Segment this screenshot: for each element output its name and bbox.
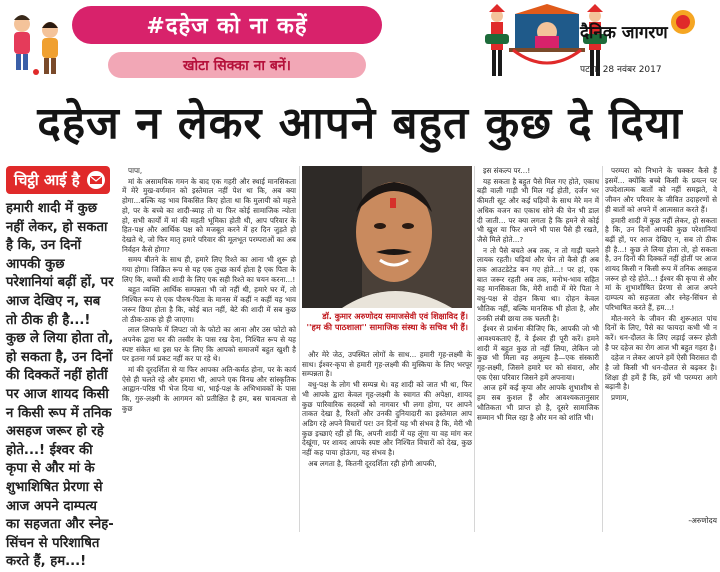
children-illustration [6, 10, 70, 80]
body-column-4 [605, 166, 717, 514]
col1-para: पापा, [128, 166, 143, 175]
col4-para: परम्परा को निभाने के चक्कर कैसे हैं इसमें... क्योंकि बच्चे किसी के प्रयत्न पर उपदेशात्मक बातों को नहीं समझते, वे जीवन और परिवार के जीवित उदाहरणों से ही बातों को अपने में आत्मसात करते हैं। [605, 166, 717, 214]
col4-para: प्रणाम, [611, 393, 629, 403]
campaign-title: #दहेज को ना कहें [146, 14, 308, 39]
col4-para: दहेज न लेकर आपने हमें ऐसी विरासत दी है जो किसी भी धन-दौलत से बढ़कर है। शिक्षा ही हमें हैं कि, हमें भी परम्परा आगे बढ़ानी है। [605, 353, 717, 392]
letter-icon [86, 170, 106, 190]
dateline: पटना, 28 नवंबर 2017 [580, 65, 662, 75]
column-divider [299, 166, 300, 532]
campaign-title-pill [72, 6, 382, 44]
col1-para: लाल लिफाफे में लिपटा जो के फोटो का आना और उस फोटो को अपनेक द्वारा घर की तस्वीर के पास रख देना, निश्चित रूप से यह स्पष्ट संकेत था इस घर के लिए कि आपको समाजमें बहुत खुशी है पर इतना गर्व प्रकट नहीं कर पा रहे थे। [122, 325, 296, 364]
campaign-subtitle: खोटा सिक्का ना बनें। [183, 57, 291, 74]
col2-para: अब लगता है, कितनी दूरदर्शिता रही होगी आपकी, [308, 458, 437, 468]
body-column-1 [122, 166, 296, 532]
author-signature: -अरुणोदय [688, 516, 717, 525]
col1-para: बहुत व्यक्ति आर्थिक सम्पन्नता भी जो नहीं थी, हमारे घर में, तो निश्चित रूप से एक पौरुष-पिता के मानस में कहीं न कहीं यह भाव जरूर छिपा होता है कि, कोई बात नहीं, बेटे की शादी में सब कुछ तो ठीक-ठाक हो ही जाएगा। [122, 285, 296, 324]
col3-para: आज हमें कई कृपा और आपके शुभाशीष से हम सब कुशल हैं और आवश्यकतानुसार भौतिकता भी प्राप्त हो है, दूसरे सामाजिक सम्मान भी मिल रहा है और मन को शांति भी। [477, 383, 599, 422]
photo-caption: डॉ. कुमार अरुणोदय समाजसेवी एवं शिक्षाविद हैं। ''हम की पाठशाला'' सामाजिक संस्था के सचिव भी हैं। [302, 308, 472, 348]
col3-para: ईश्वर से प्रार्थना कीजिए कि, आपकी जो भी आवश्यकताएं हैं, वे ईश्वर ही पूरी करें। हमने शादी में बहुत कुछ तो नहीं लिया, लेकिन जो कुछ भी मिला वह अमूल्य है—एक संस्कारी गृह-लक्ष्मी, जिसने हमारे घर को संवारा, और एक ऐसा परिवार जिसने हमें अपनाया। [477, 324, 599, 382]
article-headline: दहेज न लेकर आपने बहुत कुछ दे दिया [37, 98, 683, 149]
campaign-subtitle-pill [108, 52, 366, 78]
column-tag-label: चिट्ठी आई है [14, 171, 80, 189]
col4-para: मौत-मरने के जीवन की शुरूआत पांच दिनों के लिए, पैसे का फायदा कभी भी न करें। धन-दौलत के लिए लड़ाई जरूर होती है पर दहेज का रोग आज भी बहुत गहरा है। [605, 313, 717, 352]
newspaper-brand: दैनिक जागरण [580, 23, 668, 43]
col1-para: मां के असामयिक गमन के बाद एक गहरी और स्थाई मानसिकता में मेरे मुख-वर्णमान को इस्तेमाल नहीं पेश था कि, अब क्या होगा...बल्कि यह भाव विकसित किए होता था कि मुलायी को महत्ते हो, पर के बच्चे का शादी-ब्याह तो या फिर कोई सामाजिक न्योता हो, सभी कार्यों में मां की महती भूमिका होती थी, आप परिवार के हित-पक्ष और आर्थिक पक्ष को मजबूत करने में हर दिन जुड़ते हो देखते थे, जो फिर मातृ हमारे परिवार की मूलभूत परम्पराओं का अब निर्वहन कैसे होगा? [122, 176, 296, 254]
col3-para: न तो पैसे बचते अब तक, न तो गाड़ी चलने लायक रहती। घड़ियां और चेन तो कैसे ही अब तक आउटडेटेड बन गए होते...! पर हां, एक बात जरूर रहती अब तक, मनोभ-भाव सहित वह मानसिकता कि, मेरी शादी में मेरे पिता ने वधु-पक्ष से दोहन किया था। दोहन केवल भौतिक नहीं, बल्कि मानसिक भी होता है, और उनकी लंबी छाया तक चलती है। [477, 245, 599, 323]
column-divider [474, 166, 475, 532]
campaign-banner [0, 0, 720, 88]
col2-para: वधु-पक्ष के लोग भी सम्पन्न थे। वह शादी को जात भी था, फिर भी आपके द्वारा केवल गृह-लक्ष्मी के स्वागत की अपेक्षा, शायद कुछ पारिवारिक सदस्यों को नागवार भी लगा होगा, पर आपने ताकत देखा है, रिश्तों और उनकी दुनियादारी का इस्तेमाल आप अडिग रहे अपने विचारों पर! उन दिनों यह भी संभव है कि, मेरी भी कुछ इच्छाएं रही हों कि, अपनी शादी में यह लूंगा या वह मांग कर देखूंगा, पर शायद आपके स्पष्ट और निश्चित विचारों को देख, कुछ नहीं कह पाया होऊंगा, यह संभव है। [302, 380, 473, 458]
column-divider [602, 166, 603, 532]
body-column-3 [477, 166, 599, 532]
col3-para: यह सकता है बहुत पैसे मिल गए होते, एकाध बड़ी वाली गाड़ी भी मिल गई होती, दर्जन भर कीमती सूट और कई घड़ियों के साथ मेरे मन में अधिक वजन का एकाध सोने की चेन भी डाल दी जाती... पर क्या लगता है कि हमने से कोई भी खुश या फिर अपने भी पास पैसे ही रखते, जैसे मिले होते...? [477, 176, 599, 244]
author-photo [302, 166, 472, 308]
col1-para: समय बीतने के साथ ही, हमारे लिए रिश्ते का आना भी शुरू हो गया होगा। जिक्रित रूप से यह एक तुच्छ कार्य होता है एक पिता के लिए कि, बच्चों की शादी के लिए एक सही रिश्ते का चयन करना...! [122, 255, 296, 284]
col2-para: और मेरे जेठ, उपस्थित लोगों के साथ... हमारी गृह-लक्ष्मी के साथ। ईश्वर-कृपा से हमारी गृह-लक्ष्मी की मुस्किया के लिए भरपूर सम्पन्नता है। [302, 350, 472, 379]
lead-paragraph: हमारी शादी में कुछ नहीं लेकर, हो सकता है कि, उन दिनों आपकी कुछ परेशानियां बढ़ीं हों, पर आज देखिए न, सब तो ठीक ही है...! कुछ ले लिया होता तो, हो सकता है, उन दिनों की दिक्कतें नहीं होतीं पर आज शायद किसी न किसी रूप में तनिक असहज जरूर हो रहे होते...! ईश्वर की कृपा से और मां के शुभाशिषित प्रेरणा से आज अपने दाम्पत्य का सहजता और स्नेह-सिंचन से परिशाषित करते हैं, हम...! [6, 201, 114, 570]
body-column-2 [302, 350, 472, 532]
col4-para: हमारी शादी में कुछ नहीं लेकर, हो सकता है कि, उन दिनों आपकी कुछ परेशानियां बढ़ीं हों, पर आज देखिए न, सब तो ठीक ही है...! कुछ ले लिया होता तो, हो सकता है, उन दिनों की दिक्कतें नहीं होतीं पर आज शायद किसी न किसी रूप में तनिक असहज जरूर हो रहे होते...! ईश्वर की कृपा से और मां के शुभाशीषित प्रेरणा से आज अपने दाम्पत्य को सहजता और स्नेह-सिंचन से परिभाषित करते हैं, हम...! [605, 215, 717, 312]
column-tag [6, 166, 110, 194]
col3-para: इस संकल्प पर...! [483, 166, 531, 175]
author-portrait [302, 166, 472, 308]
col1-para: मां की दूरदर्शिता से या फिर आपका अति-कर्मठ होना, पर के कार्य ऐसे ही चलते रहे और हमारा भी, आपने एक विनम्र और सांस्कृतिक आह्वान-परिष्ठ भी भेज दिया था, भाई-पक्ष के अभिभावकों के पास कि, गुरु-लक्ष्मी के आगमन को प्रतीक्षित है हम, बस चावत्यता से कुछ [122, 365, 296, 413]
